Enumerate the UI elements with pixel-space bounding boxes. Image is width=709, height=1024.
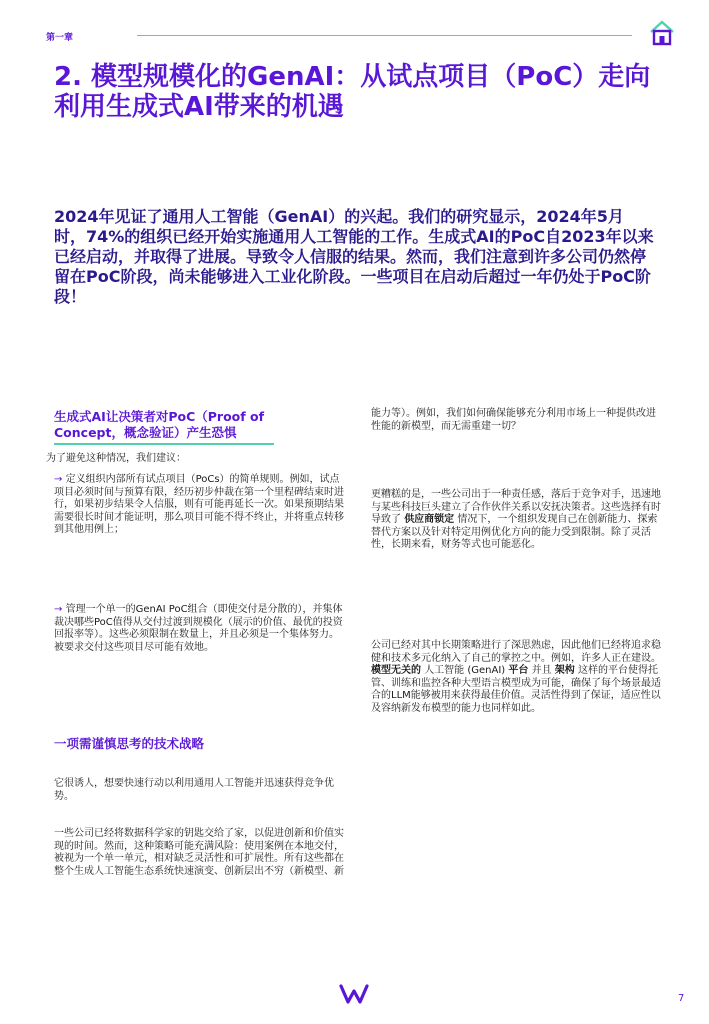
chapter-label: 第一章 <box>46 33 74 43</box>
recommendation-lead: 为了避免这种情况，我们建议： <box>46 453 186 464</box>
emphasis-text: 架构 <box>554 665 575 676</box>
emphasis-text: 供应商锁定 <box>404 514 455 525</box>
w-logo <box>339 983 369 1005</box>
bullet-text: 管理一个单一的GenAI PoC组合（即使交付是分散的），并集体裁决哪些PoC值得从交付过渡到规模化（展示的价值、最优的投资回报率等）。这些必须限制在数量上，并且必须是一个集体努力。被要求交付这些项目尽可能有效地。 <box>54 604 343 653</box>
arrow-icon: → <box>54 474 63 485</box>
emphasis-text: 模型无关的 <box>371 665 421 676</box>
section-heading-poc: 生成式AI让决策者对PoC（Proof of Concept，概念验证）产生恐惧 <box>54 409 265 440</box>
page-number: 7 <box>678 993 685 1004</box>
strategy-paragraph: 一些公司已经将数据科学家的钥匙交给了家，以促进创新和价值实现的时间。然而，这种策略可能充满风险：使用案例在本地交付，被视为一个单一单元，相对缺乏灵活性和可扩展性。所有这些都在整个生成人工智能生态系统快速演变、创新层出不穷（新模型、新 <box>54 828 344 877</box>
text-run: 更糟糕的是，一些公司出于一种责任感，落后于竞争对手，迅速地与某些科技巨头建立了合作伙伴关系以安抚决策者。这些选择有时导致了 <box>371 489 661 525</box>
arrow-icon: → <box>54 604 63 615</box>
bullet-item <box>54 474 344 537</box>
text-run: 公司已经对其中长期策略进行了深思熟虑，因此他们已经将追求稳健和技术多元化纳入了自己的掌控之中。例如，许多人正在建设。 <box>371 640 661 664</box>
bullet-item <box>54 604 344 654</box>
heading-underline <box>54 443 274 445</box>
bullet-text: 定义组织内部所有试点项目（PoCs）的简单规则。例如，试点项目必须时间与预算有限，经历初步仲裁在第一个里程碑结束时进行，如果初步结果令人信服，则有可能再延长一次。如果预期结果需要很长时间才能证明，那么项目可能不得不终止，并将重点转移到其他用例上； <box>54 474 344 535</box>
right-paragraph <box>371 489 661 552</box>
text-run: 人工智能 (GenAI) <box>424 665 506 676</box>
header-divider <box>137 35 632 36</box>
intro-paragraph: 2024年见证了通用人工智能（GenAI）的兴起。我们的研究显示，2024年5月时，74%的组织已经开始实施通用人工智能的工作。生成式AI的PoC自2023年以来已经启动，并取得了进展。导致令人信服的结果。然而，我们注意到许多公司仍然停留在PoC阶段，尚未能够进入工业化阶段。一些项目在启动后超过一年仍处于PoC阶段！ <box>54 207 654 306</box>
page-title: 2. 模型规模化的GenAI：从试点项目（PoC）走向利用生成式AI带来的机遇 <box>54 62 651 122</box>
right-paragraph <box>371 640 661 715</box>
emphasis-text: 平台 <box>508 665 529 676</box>
home-icon[interactable] <box>648 20 676 46</box>
right-paragraph: 能力等）。例如，我们如何确保能够充分利用市场上一种提供改进性能的新模型，而无需重建一切？ <box>371 408 656 432</box>
section-heading-strategy: 一项需谨慎思考的技术战略 <box>54 736 205 751</box>
text-run: 这样的平台使得托管、训练和监控各种大型语言模型成为可能，确保了每个场景最适合的LLM能够被用来获得最佳价值。灵活性得到了保证，适应性以及容纳新发布模型的能力也同样如此。 <box>371 665 661 714</box>
strategy-paragraph: 它很诱人，想要快速行动以利用通用人工智能并迅速获得竞争优势。 <box>54 778 334 802</box>
text-run: 情况下，一个组织发现自己在创新能力、探索替代方案以及针对特定用例优化方向的能力受到限制。除了灵活性，长期来看，财务等式也可能恶化。 <box>371 514 658 550</box>
text-run: 并且 <box>531 665 552 676</box>
